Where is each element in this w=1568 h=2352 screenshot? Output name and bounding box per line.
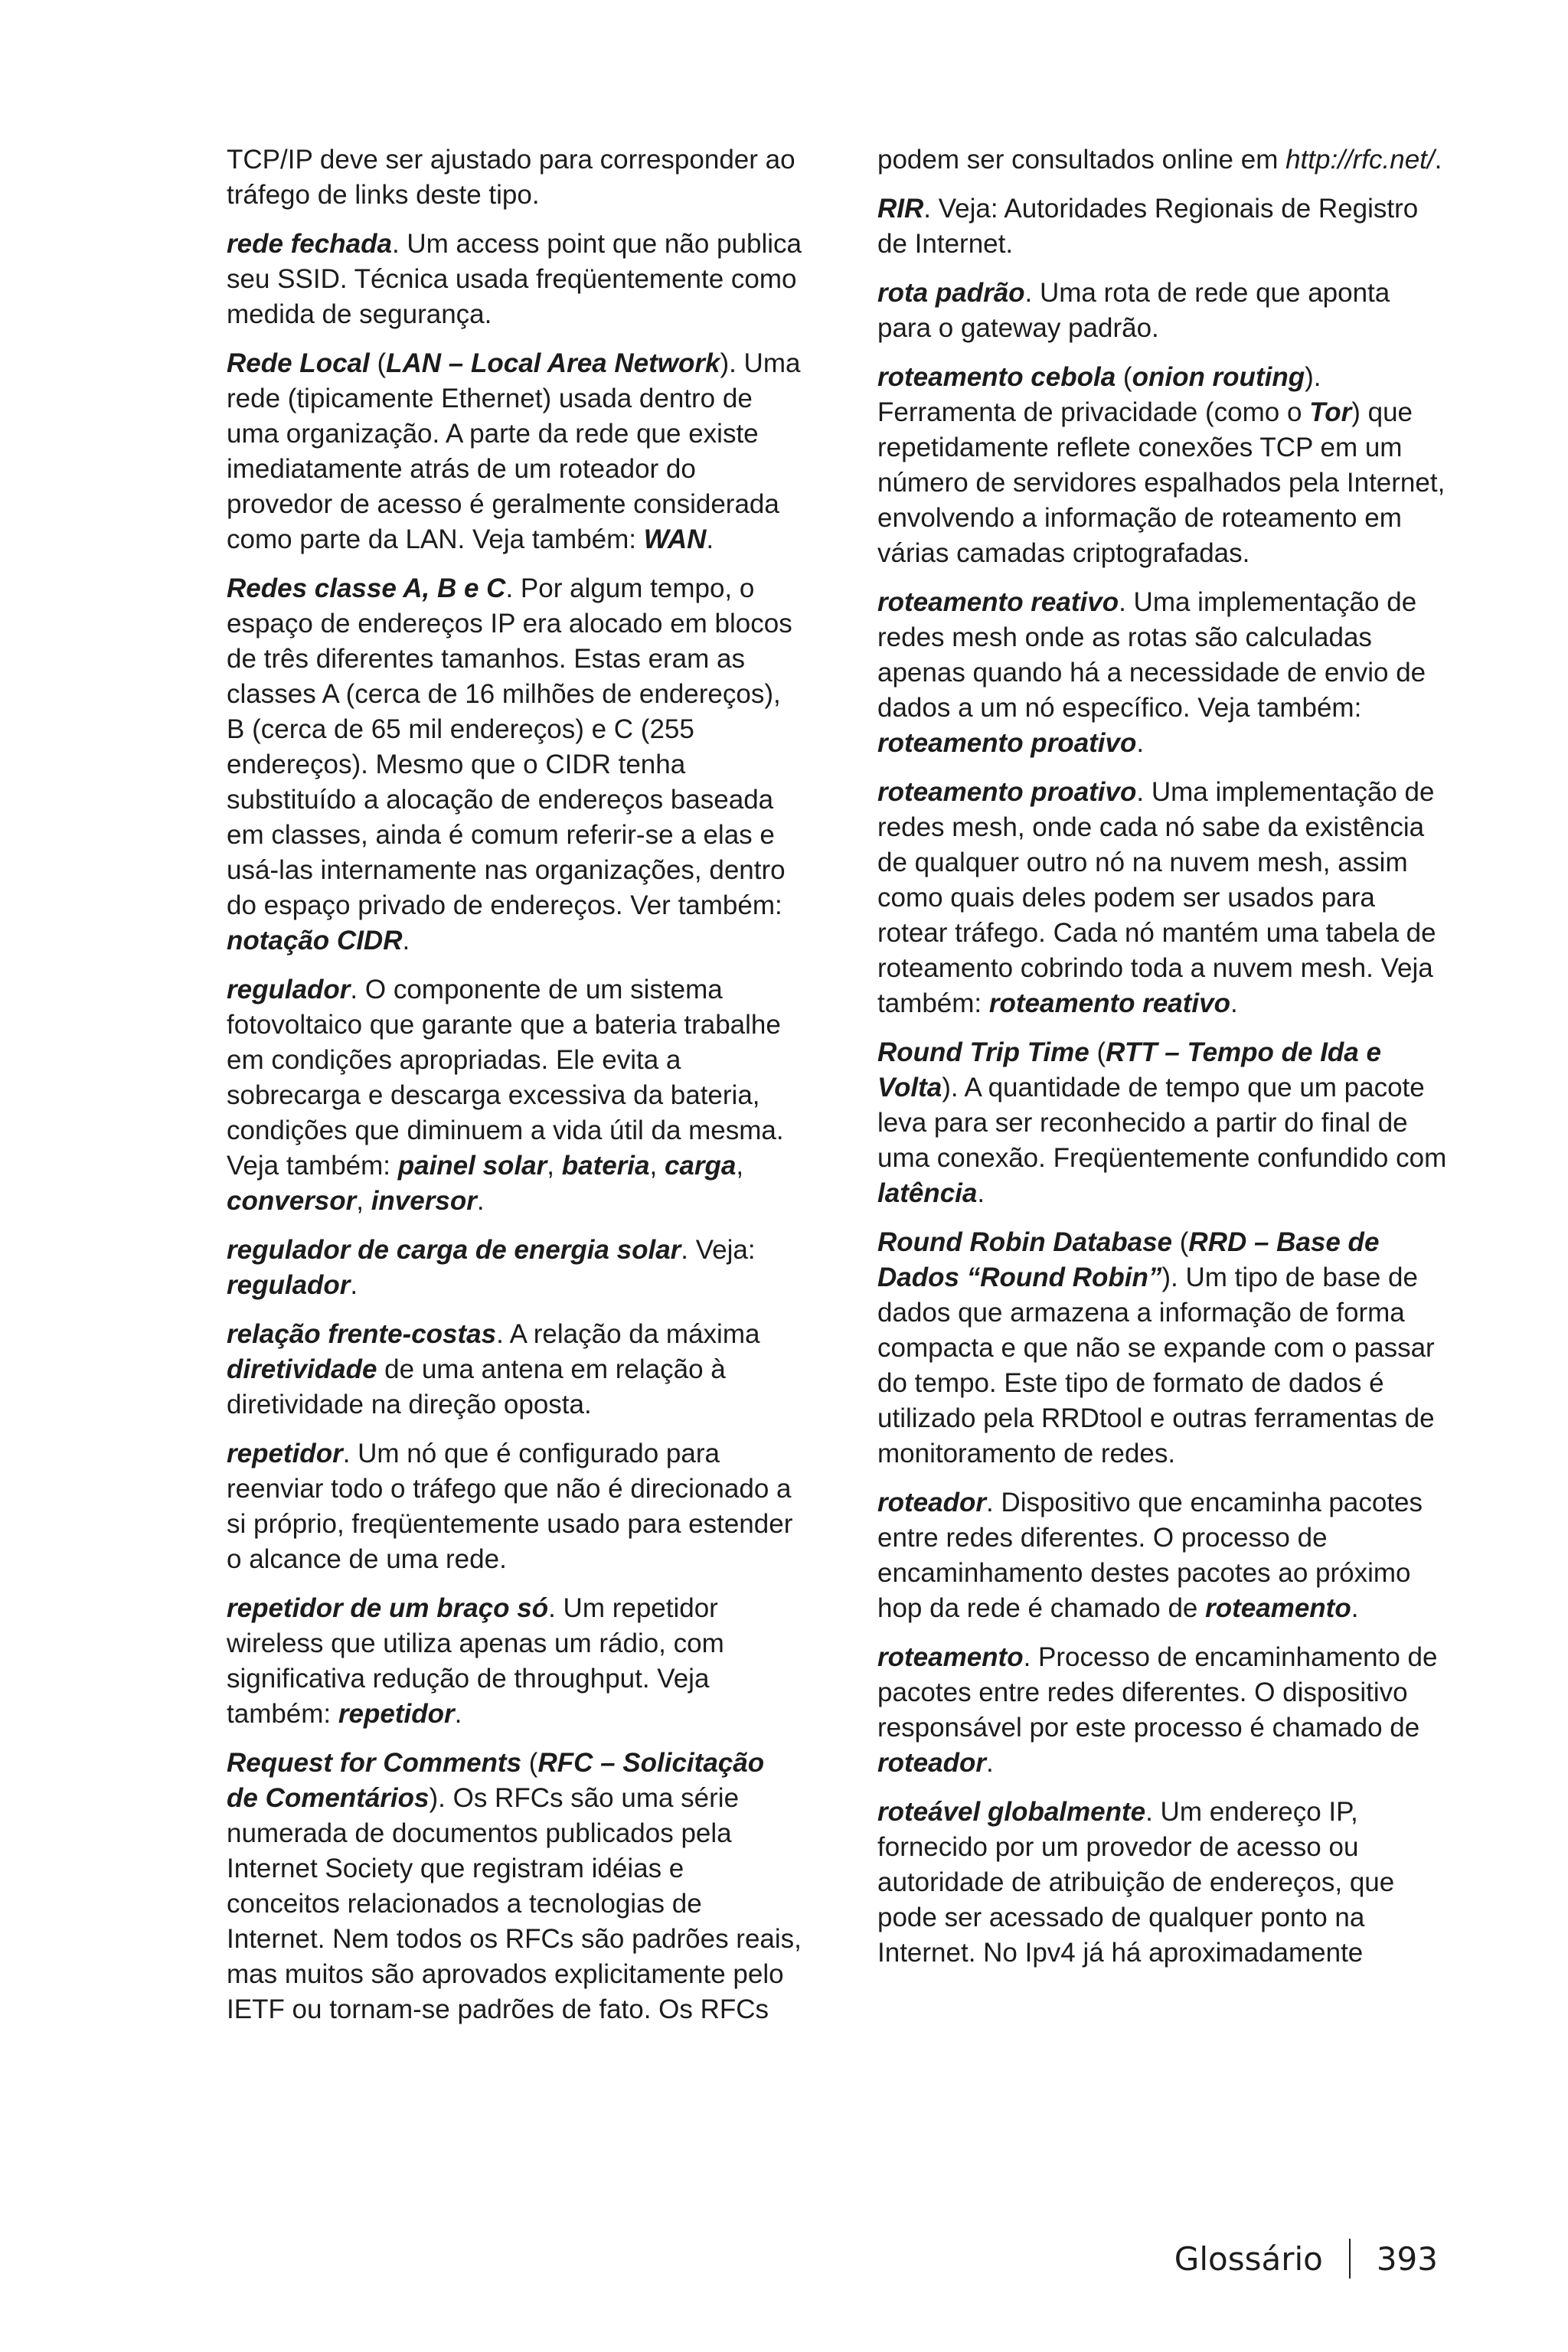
glossary-term: RRD – Base de Dados “Round Robin”	[877, 1227, 1380, 1292]
entry-text: .	[350, 1270, 358, 1300]
entry-text: ,	[356, 1186, 371, 1216]
glossary-term: Round Robin Database	[877, 1227, 1173, 1257]
entry-text: .	[454, 1699, 462, 1729]
entry-text: . Um nó que é configurado para reenviar todo o tráfego que não é direcionado a si próprio, freqüentemente usado para estender o alcance de uma rede.	[227, 1439, 793, 1574]
glossary-entry	[227, 142, 802, 213]
entry-text: .	[1230, 988, 1238, 1018]
entry-text: . Veja:	[681, 1235, 756, 1265]
entry-text: . Dispositivo que encaminha pacotes entre redes diferentes. O processo de encaminhamento destes pacotes ao próximo hop da rede é chamado de	[877, 1488, 1423, 1623]
entry-text: .	[977, 1178, 985, 1208]
glossary-entry	[227, 227, 802, 332]
glossary-term: Round Trip Time	[877, 1037, 1089, 1067]
glossary-term: RFC – Solicitação de Comentários	[227, 1748, 765, 1813]
entry-text: ). Ferramenta de privacidade (como o	[877, 362, 1321, 427]
glossary-entry	[877, 585, 1448, 761]
glossary-term: notação CIDR	[227, 926, 403, 956]
entry-text: de uma antena em relação à diretividade na direção oposta.	[227, 1354, 726, 1419]
glossary-term: Rede Local	[227, 348, 370, 378]
footer-divider	[1349, 2239, 1351, 2278]
entry-text: . Um repetidor wireless que utiliza apenas um rádio, com significativa redução de throughput. Veja também:	[227, 1593, 724, 1729]
entry-text: ). Um tipo de base de dados que armazena a informação de forma compacta e que não se expande com o passar do tempo. Este tipo de formato de dados é utilizado pela RRDtool e outras ferramentas de monitoramento de redes.	[877, 1263, 1435, 1468]
glossary-term: roteamento reativo	[988, 988, 1230, 1018]
glossary-term: roteador	[877, 1748, 986, 1778]
glossary-term: roteamento	[877, 1642, 1024, 1672]
glossary-entry	[227, 1436, 802, 1577]
entry-text: . Um access point que não publica seu SSID. Técnica usada freqüentemente como medida de segurança.	[227, 229, 802, 329]
glossary-entry	[227, 571, 802, 959]
glossary-term: WAN	[643, 524, 707, 554]
glossary-entry	[877, 1795, 1448, 1971]
glossary-term: diretividade	[227, 1354, 377, 1384]
glossary-term: onion routing	[1132, 362, 1305, 392]
entry-text: . Uma implementação de redes mesh, onde cada nó sabe da existência de qualquer outro nó na nuvem mesh, assim como quais deles podem ser usados para rotear tráfego. Cada nó mantém uma tabela de roteamento cobrindo toda a nuvem mesh. Veja também:	[877, 777, 1436, 1018]
glossary-term: rota padrão	[877, 278, 1025, 308]
glossary-term: inversor	[371, 1186, 477, 1216]
glossary-term: regulador	[227, 1270, 351, 1300]
glossary-term: repetidor	[338, 1699, 455, 1729]
glossary-term: LAN – Local Area Network	[386, 348, 720, 378]
entry-text: . O componente de um sistema fotovoltaico que garante que a bateria trabalhe em condições apropriadas. Ele evita a sobrecarga e descarga excessiva da bateria, condições que diminuem a vida útil da mesma. Veja também:	[227, 975, 784, 1181]
glossary-term: repetidor	[227, 1439, 343, 1468]
entry-text: (	[1116, 362, 1132, 392]
glossary-entry	[227, 1317, 802, 1423]
glossary-term: conversor	[227, 1186, 357, 1216]
glossary-entry	[227, 972, 802, 1219]
right-column	[877, 142, 1448, 1984]
glossary-term: latência	[877, 1178, 978, 1208]
glossary-term: roteamento	[1205, 1593, 1351, 1623]
entry-text: .	[476, 1186, 485, 1216]
glossary-term: rede fechada	[227, 229, 392, 259]
glossary-term: Request for Comments	[227, 1748, 522, 1778]
glossary-entry	[227, 1233, 802, 1303]
entry-text: . Processo de encaminhamento de pacotes entre redes diferentes. O dispositivo responsável por este processo é chamado de	[877, 1642, 1438, 1743]
glossary-entry	[877, 142, 1448, 178]
glossary-term: roteamento reativo	[877, 587, 1119, 617]
entry-text: (	[369, 348, 387, 378]
glossary-entry	[227, 346, 802, 557]
glossary-term: roteador	[877, 1488, 986, 1517]
entry-text: TCP/IP deve ser ajustado para corresponder ao tráfego de links deste tipo.	[227, 145, 795, 210]
entry-text: ). Uma rede (tipicamente Ethernet) usada dentro de uma organização. A parte da rede que existe imediatamente atrás de um roteador do provedor de acesso é geralmente considerada como parte da LAN. Veja também:	[227, 348, 801, 554]
entry-text: ,	[736, 1151, 744, 1181]
glossary-term: roteável globalmente	[877, 1797, 1146, 1827]
entry-text: ,	[547, 1151, 562, 1181]
glossary-term: Tor	[1309, 397, 1352, 427]
glossary-term: roteamento proativo	[877, 728, 1137, 758]
entry-text: ). Os RFCs são uma série numerada de documentos publicados pela Internet Society que registram idéias e conceitos relacionados a tecnologias de Internet. Nem todos os RFCs são padrões reais, mas muitos são aprovados explicitamente pelo IETF ou tornam-se padrões de fato. Os RFCs	[227, 1783, 802, 2024]
glossary-term: repetidor de um braço só	[227, 1593, 549, 1623]
glossary-entry	[877, 276, 1448, 346]
entry-text: .	[402, 926, 410, 956]
entry-text: .	[1351, 1593, 1359, 1623]
footer-section-title: Glossário	[1174, 2239, 1323, 2278]
entry-text: podem ser consultados online em	[877, 145, 1286, 175]
entry-text: . A relação da máxima	[496, 1319, 760, 1349]
glossary-entry	[877, 1485, 1448, 1626]
glossary-term: roteamento cebola	[877, 362, 1116, 392]
entry-text: . Uma implementação de redes mesh onde as rotas são calculadas apenas quando há a necessidade de envio de dados a um nó específico. Veja também:	[877, 587, 1426, 723]
glossary-entry	[227, 1591, 802, 1732]
glossary-term: carga	[664, 1151, 737, 1181]
glossary-term: bateria	[561, 1151, 650, 1181]
glossary-entry	[877, 191, 1448, 262]
entry-text: .	[706, 524, 714, 554]
entry-text: ,	[649, 1151, 665, 1181]
entry-text: .	[1136, 728, 1145, 758]
entry-text: ) que repetidamente reflete conexões TCP em um número de servidores espalhados pela Internet, envolvendo a informação de roteamento em várias camadas criptografadas.	[877, 397, 1446, 568]
glossary-entry	[877, 775, 1448, 1021]
page-footer	[1174, 2239, 1438, 2278]
glossary-term: RTT – Tempo de Ida e Volta	[877, 1037, 1381, 1102]
glossary-term: painel solar	[397, 1151, 547, 1181]
glossary-term: RIR	[877, 194, 924, 224]
entry-text: .	[1434, 145, 1442, 175]
left-column	[227, 142, 802, 2041]
entry-text: .	[985, 1748, 994, 1778]
entry-text: . Por algum tempo, o espaço de endereços IP era alocado em blocos de três diferentes tamanhos. Estas eram as classes A (cerca de 16 milhões de endereços), B (cerca de 65 mil endereços) e C (255 endereços). Mesmo que o CIDR tenha substituído a alocação de endereços baseada em classes, ainda é comum referir-se a elas e usá-las internamente nas organizações, dentro do espaço privado de endereços. Ver também:	[227, 573, 792, 920]
glossary-term: regulador	[227, 975, 351, 1004]
page-number: 393	[1376, 2239, 1438, 2278]
glossary-term: regulador de carga de energia solar	[227, 1235, 681, 1265]
glossary-entry	[877, 360, 1448, 571]
entry-text: (	[1089, 1037, 1106, 1067]
glossary-term: relação frente-costas	[227, 1319, 497, 1349]
glossary-term: Redes classe A, B e C	[227, 573, 506, 603]
entry-text: . Uma rota de rede que aponta para o gateway padrão.	[877, 278, 1390, 343]
glossary-entry	[877, 1640, 1448, 1781]
entry-text: . Um endereço IP, fornecido por um provedor de acesso ou autoridade de atribuição de endereços, que pode ser acessado de qualquer ponto na Internet. No Ipv4 já há aproximadamente	[877, 1797, 1395, 1968]
glossary-entry	[877, 1035, 1448, 1211]
glossary-term: roteamento proativo	[877, 777, 1137, 807]
glossary-entry	[877, 1225, 1448, 1472]
entry-text: (	[521, 1748, 538, 1778]
entry-text: (	[1172, 1227, 1189, 1257]
url-text: http://rfc.net/	[1285, 145, 1435, 175]
entry-text: ). A quantidade de tempo que um pacote leva para ser reconhecido a partir do final de uma conexão. Freqüentemente confundido com	[877, 1073, 1447, 1173]
glossary-entry	[227, 1746, 802, 2027]
entry-text: . Veja: Autoridades Regionais de Registro de Internet.	[877, 194, 1419, 259]
